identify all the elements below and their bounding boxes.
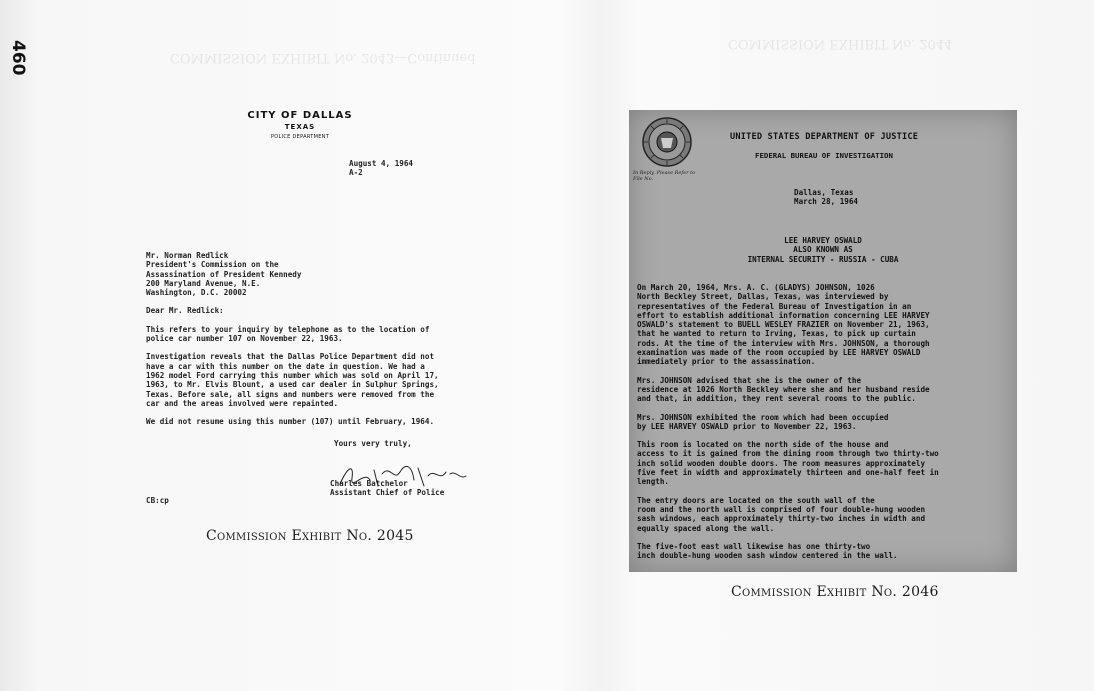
signer-title: Assistant Chief of Police xyxy=(330,488,445,498)
subject-line: ALSO KNOWN AS xyxy=(793,245,853,255)
letter-file-ref: A-2 xyxy=(349,168,363,178)
letter-initials: CB:cp xyxy=(146,496,169,505)
letterhead-city: CITY OF DALLAS xyxy=(247,110,353,121)
fbi-paragraph: Mrs. JOHNSON advised that she is the owner of the residence at 1026 North Beckley where she and her husband reside and that, in addition, they rent several rooms to the public. xyxy=(637,375,930,404)
subject-line: LEE HARVEY OSWALD xyxy=(784,236,862,245)
letter-signer xyxy=(330,479,444,498)
letter-paragraph: Investigation reveals that the Dallas Police Department did not have a car with this number on the date in question. We had a 1962 model Ford carrying this number which was sold on April 17, 1963, to Mr. Elvis Blount, a used car dealer in Sulphur Springs, Texas. Before sale, all signs and numbers were removed from the car and the areas involved were repainted. xyxy=(146,352,439,408)
exhibit-caption-2046: Commission Exhibit No. 2046 xyxy=(731,584,939,600)
fbi-header: FEDERAL BUREAU OF INVESTIGATION xyxy=(755,151,893,160)
letterhead-department: POLICE DEPARTMENT xyxy=(270,134,330,140)
letter-paragraph: This refers to your inquiry by telephone as to the location of police car number 107 on November 22, 1963. xyxy=(146,324,430,344)
fbi-paragraph: Mrs. JOHNSON exhibited the room which had been occupied by LEE HARVEY OSWALD prior to November 22, 1963. xyxy=(637,412,889,431)
exhibit-caption-2045: Commission Exhibit No. 2045 xyxy=(206,528,414,544)
fbi-paragraph: The entry doors are located on the south wall of the room and the north wall is comprised of four double-hung wooden sash windows, each approximately thirty-two inches in width and equally spaced along the wall. xyxy=(637,495,926,533)
letter-salutation: Dear Mr. Redlick: xyxy=(146,306,224,316)
fbi-date: March 28, 1964 xyxy=(794,197,859,207)
ghost-header-right: COMMISSION EXHIBIT No. 2044 xyxy=(728,36,953,51)
fbi-paragraph: This room is located on the north side of the house and access to it is gained from the dining room through two thirty-two inch solid wooden double doors. The room measures approximately five feet in width and approximately thirteen and one-half feet in length. xyxy=(637,440,939,487)
signer-name: Charles Batchelor xyxy=(330,479,408,488)
letter-paragraph: We did not resume using this number (107) until February, 1964. xyxy=(146,417,435,427)
letter-date-block xyxy=(349,159,413,178)
fbi-paragraph: The five-foot east wall likewise has one thirty-two inch double-hung wooden sash window centered in the wall. xyxy=(637,541,898,561)
subject-line: INTERNAL SECURITY - RUSSIA - CUBA xyxy=(747,254,899,264)
reply-note: In Reply, Please Refer to File No. xyxy=(633,170,696,182)
letter-address: Mr. Norman Redlick President's Commission on the Assassination of President Kennedy 200 Maryland Avenue, N.E. Washington, D.C. 20002 xyxy=(146,251,302,298)
doj-header: UNITED STATES DEPARTMENT OF JUSTICE xyxy=(730,132,919,142)
fbi-seal-icon xyxy=(641,116,693,168)
fbi-paragraph: On March 20, 1964, Mrs. A. C. (GLADYS) JOHNSON, 1026 North Beckley Street, Dallas, Texas, was interviewed by representatives of the Federal Bureau of Investigation in an effort to establish additional information concerning LEE HARVEY OSWALD's statement to BUELL WESLEY FRAZIER on November 21, 1963, that he wanted to return to Irving, Texas, to pick up curtain rods. At the time of the interview with Mrs. JOHNSON, a thorough examination was made of the room occupied by LEE HARVEY OSWALD immediately prior to the assassination. xyxy=(637,283,930,367)
fbi-subject xyxy=(629,236,1017,264)
letter-body xyxy=(146,251,476,426)
letter-date: August 4, 1964 xyxy=(349,159,414,168)
letter-closing: Yours very truly, xyxy=(334,439,412,448)
fbi-body xyxy=(637,283,1015,560)
page-number: 460 xyxy=(8,40,28,76)
dallas-letterhead xyxy=(200,110,400,140)
fbi-dateline xyxy=(794,188,858,207)
fbi-location: Dallas, Texas xyxy=(794,188,854,197)
letterhead-state: TEXAS xyxy=(284,123,316,131)
ghost-header-left: COMMISSION EXHIBIT No. 2043—Continued xyxy=(170,50,476,65)
fbi-document xyxy=(629,110,1017,572)
